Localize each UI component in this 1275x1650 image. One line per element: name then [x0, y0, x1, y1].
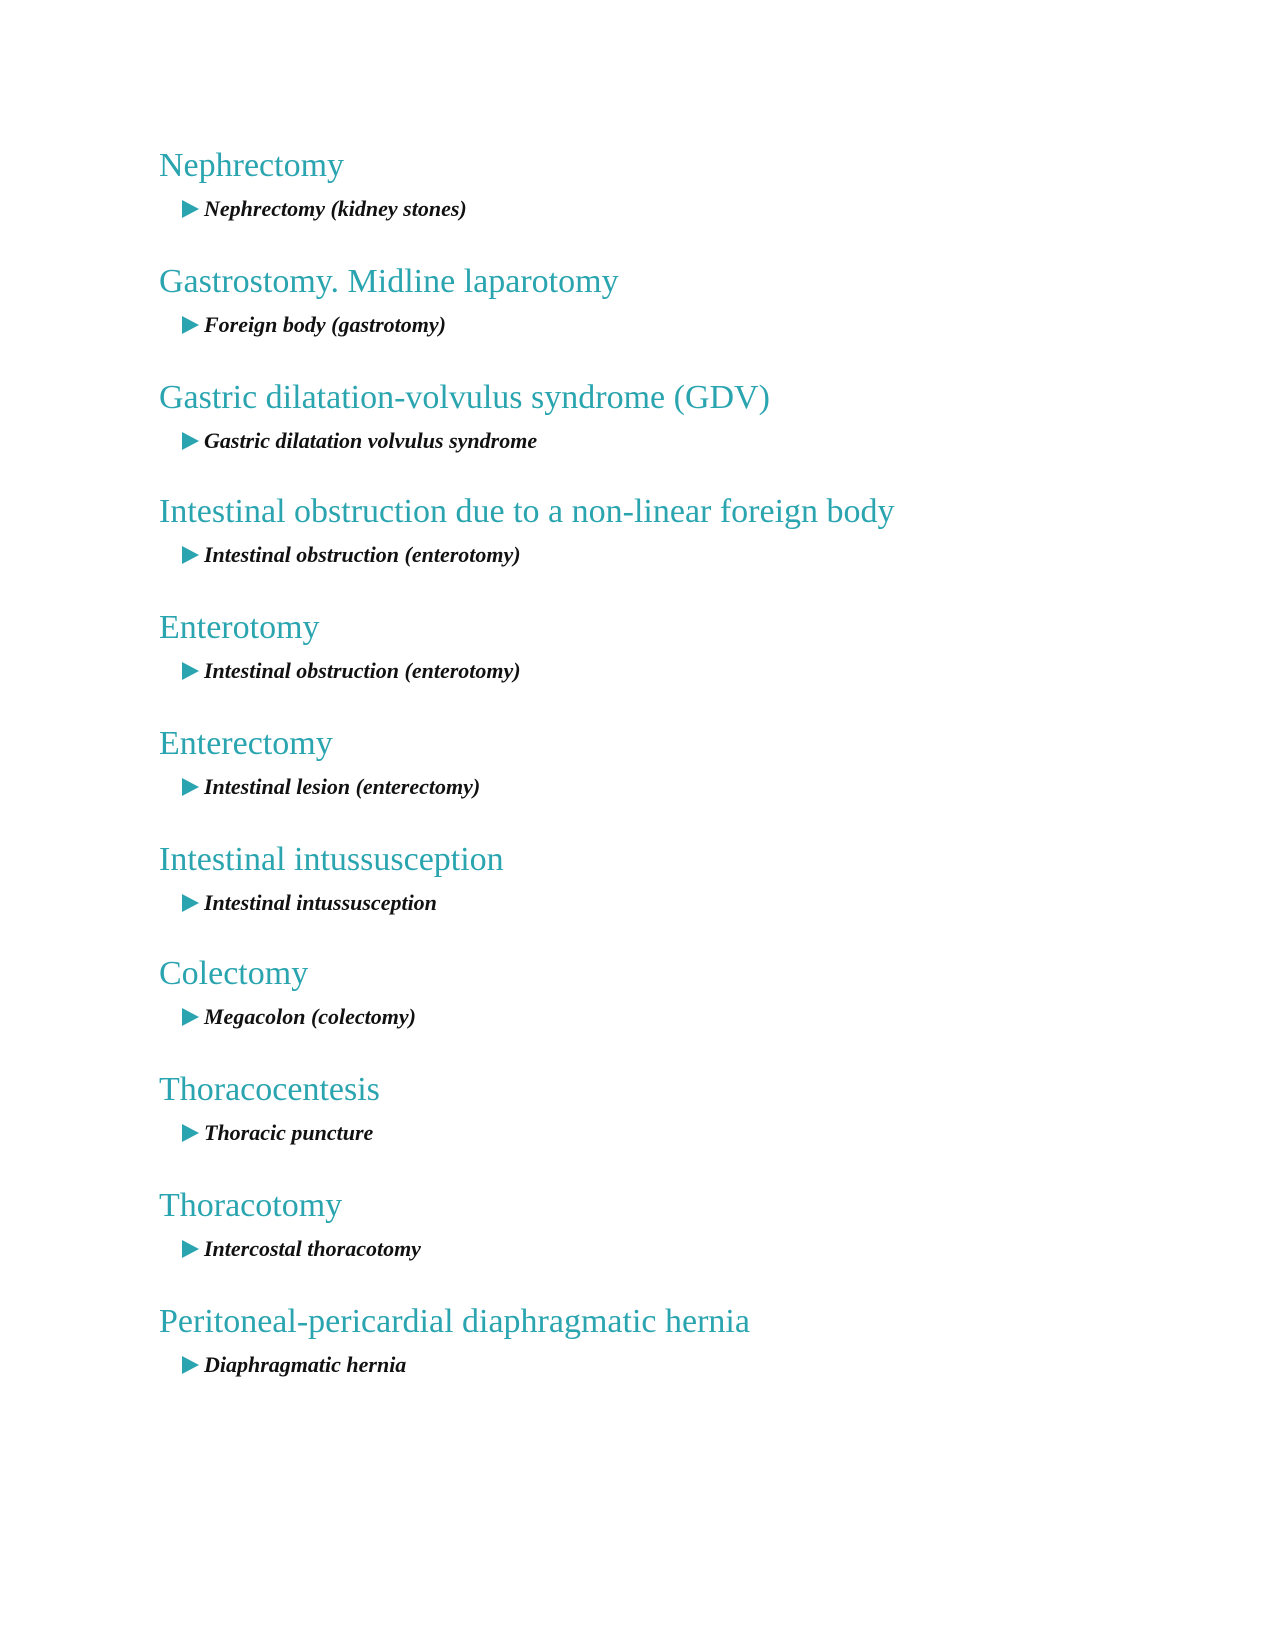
play-triangle-icon — [182, 432, 199, 450]
section-heading: Thoracotomy — [159, 1187, 343, 1224]
play-triangle-icon — [182, 200, 199, 218]
video-link-label: Intercostal thoracotomy — [204, 1236, 421, 1261]
section-heading: Enterectomy — [159, 725, 333, 762]
video-link-thoracic-puncture[interactable] — [182, 1120, 1159, 1146]
video-link-enterectomy[interactable] — [182, 774, 1159, 800]
section-heading: Gastric dilatation-volvulus syndrome (GDV) — [159, 379, 770, 416]
section-thoracocentesis — [159, 1070, 1159, 1146]
video-link-foreign-body[interactable] — [182, 312, 1159, 338]
video-link-intussusception[interactable] — [182, 890, 1159, 916]
section-colectomy — [159, 954, 1159, 1030]
video-link-gdv[interactable] — [182, 428, 1159, 454]
section-heading: Thoracocentesis — [159, 1071, 380, 1108]
section-heading: Enterotomy — [159, 609, 320, 646]
play-triangle-icon — [182, 894, 199, 912]
video-link-megacolon[interactable] — [182, 1004, 1159, 1030]
section-diaphragmatic-hernia — [159, 1302, 1159, 1378]
play-triangle-icon — [182, 546, 199, 564]
play-triangle-icon — [182, 1008, 199, 1026]
video-link-intestinal-obstruction[interactable] — [182, 542, 1159, 568]
section-gdv — [159, 378, 1159, 454]
section-intestinal-obstruction — [159, 492, 1159, 568]
section-heading: Intestinal intussusception — [159, 841, 504, 878]
video-link-label: Intestinal obstruction (enterotomy) — [204, 658, 521, 683]
section-enterectomy — [159, 724, 1159, 800]
section-thoracotomy — [159, 1186, 1159, 1262]
video-link-label: Megacolon (colectomy) — [204, 1004, 416, 1029]
play-triangle-icon — [182, 1124, 199, 1142]
section-heading: Peritoneal-pericardial diaphragmatic hernia — [159, 1303, 750, 1340]
video-link-label: Thoracic puncture — [204, 1120, 374, 1145]
section-gastrostomy — [159, 262, 1159, 338]
section-heading: Gastrostomy. Midline laparotomy — [159, 263, 619, 300]
section-heading: Colectomy — [159, 955, 309, 992]
section-intussusception — [159, 840, 1159, 916]
play-triangle-icon — [182, 778, 199, 796]
play-triangle-icon — [182, 316, 199, 334]
section-heading: Intestinal obstruction due to a non-linear foreign body — [159, 493, 895, 530]
section-heading: Nephrectomy — [159, 147, 345, 184]
video-link-label: Diaphragmatic hernia — [204, 1352, 407, 1377]
video-link-label: Intestinal lesion (enterectomy) — [204, 774, 481, 799]
section-enterotomy — [159, 608, 1159, 684]
video-link-diaphragmatic-hernia[interactable] — [182, 1352, 1159, 1378]
video-link-label: Foreign body (gastrotomy) — [204, 312, 446, 337]
video-link-label: Intestinal obstruction (enterotomy) — [204, 542, 521, 567]
video-link-label: Nephrectomy (kidney stones) — [204, 196, 467, 221]
play-triangle-icon — [182, 662, 199, 680]
video-link-intercostal-thoracotomy[interactable] — [182, 1236, 1159, 1262]
play-triangle-icon — [182, 1240, 199, 1258]
video-link-enterotomy[interactable] — [182, 658, 1159, 684]
video-link-label: Gastric dilatation volvulus syndrome — [204, 428, 538, 453]
play-triangle-icon — [182, 1356, 199, 1374]
video-link-nephrectomy[interactable] — [182, 196, 1159, 222]
video-link-label: Intestinal intussusception — [204, 890, 437, 915]
section-nephrectomy — [159, 146, 1159, 222]
